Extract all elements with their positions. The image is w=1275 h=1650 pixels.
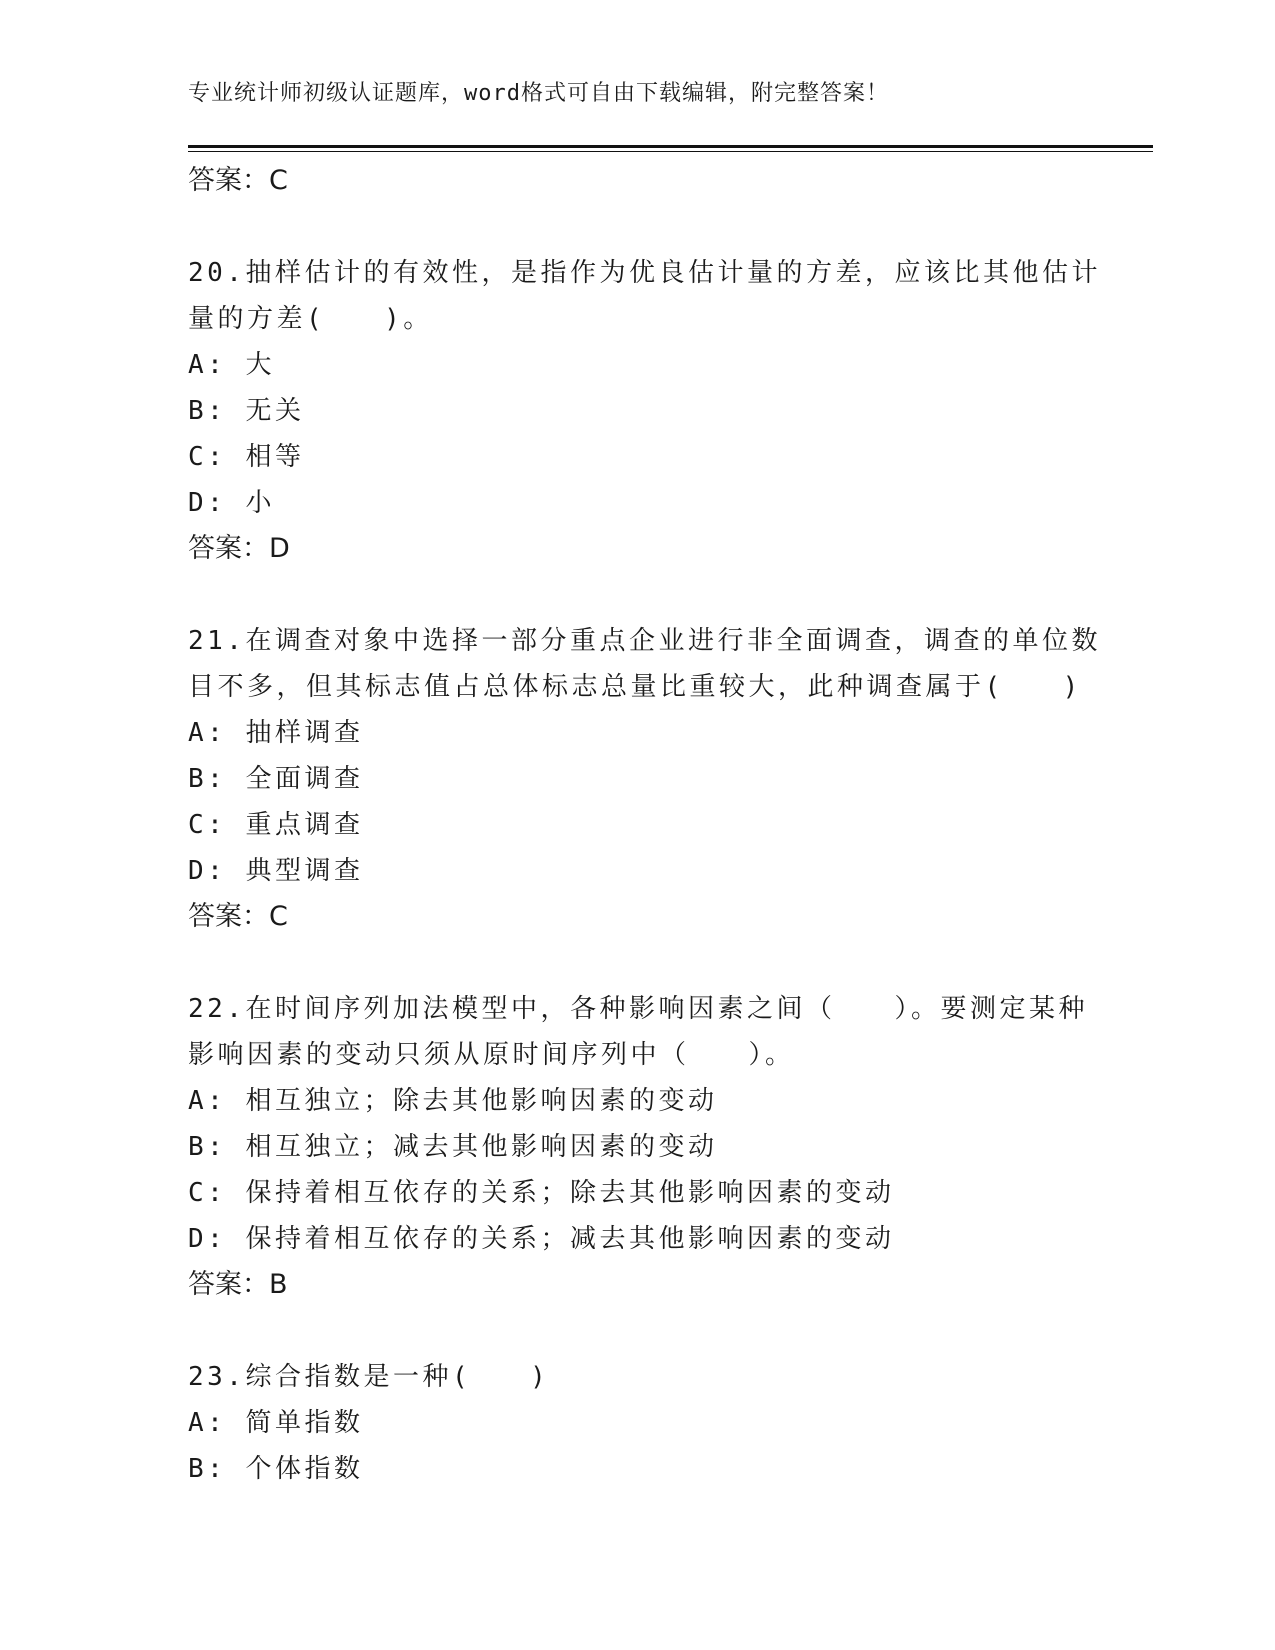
- header-divider: [188, 145, 1153, 148]
- answer-line: 答案：C: [188, 901, 288, 932]
- question-stem-line: 23.综合指数是一种( ): [188, 1362, 550, 1392]
- option-c: C: 相等: [188, 442, 305, 472]
- answer-line: 答案：D: [188, 533, 290, 564]
- header-divider-thin: [188, 151, 1153, 152]
- question-stem-line: 量的方差( )。: [188, 304, 433, 334]
- page-header: 专业统计师初级认证题库，word格式可自由下载编辑，附完整答案！: [188, 81, 889, 106]
- option-b: B: 个体指数: [188, 1454, 364, 1484]
- question-stem-line: 目不多，但其标志值占总体标志总量比重较大，此种调查属于( ): [188, 672, 1082, 702]
- option-d: D: 保持着相互依存的关系；减去其他影响因素的变动: [188, 1224, 895, 1254]
- question-list: [188, 158, 1101, 1492]
- question-block: [188, 1354, 1088, 1492]
- question-stem: [188, 986, 1088, 1078]
- question-stem-line: 21.在调查对象中选择一部分重点企业进行非全面调查，调查的单位数: [188, 626, 1101, 656]
- question-stem-line: 22.在时间序列加法模型中，各种影响因素之间（ ）。要测定某种: [188, 994, 1088, 1024]
- option-b: B: 全面调查: [188, 764, 364, 794]
- question-block: [188, 986, 1088, 1308]
- question-block: [188, 250, 1101, 572]
- option-a: A: 大: [188, 350, 275, 380]
- option-b: B: 无关: [188, 396, 305, 426]
- question-stem: [188, 1354, 1088, 1400]
- answer-line: 答案：C: [188, 165, 288, 196]
- question-stem: [188, 618, 1101, 710]
- option-a: A: 简单指数: [188, 1408, 364, 1438]
- option-c: C: 重点调查: [188, 810, 364, 840]
- option-d: D: 典型调查: [188, 856, 364, 886]
- option-a: A: 相互独立；除去其他影响因素的变动: [188, 1086, 718, 1116]
- option-c: C: 保持着相互依存的关系；除去其他影响因素的变动: [188, 1178, 895, 1208]
- option-b: B: 相互独立；减去其他影响因素的变动: [188, 1132, 718, 1162]
- option-a: A: 抽样调查: [188, 718, 364, 748]
- question-stem-line: 20.抽样估计的有效性，是指作为优良估计量的方差，应该比其他估计: [188, 258, 1101, 288]
- answer-line: 答案：B: [188, 1269, 288, 1300]
- question-stem-line: 影响因素的变动只须从原时间序列中（ ）。: [188, 1040, 795, 1070]
- option-d: D: 小: [188, 488, 275, 518]
- question-stem: [188, 250, 1101, 342]
- question-block: [188, 618, 1101, 940]
